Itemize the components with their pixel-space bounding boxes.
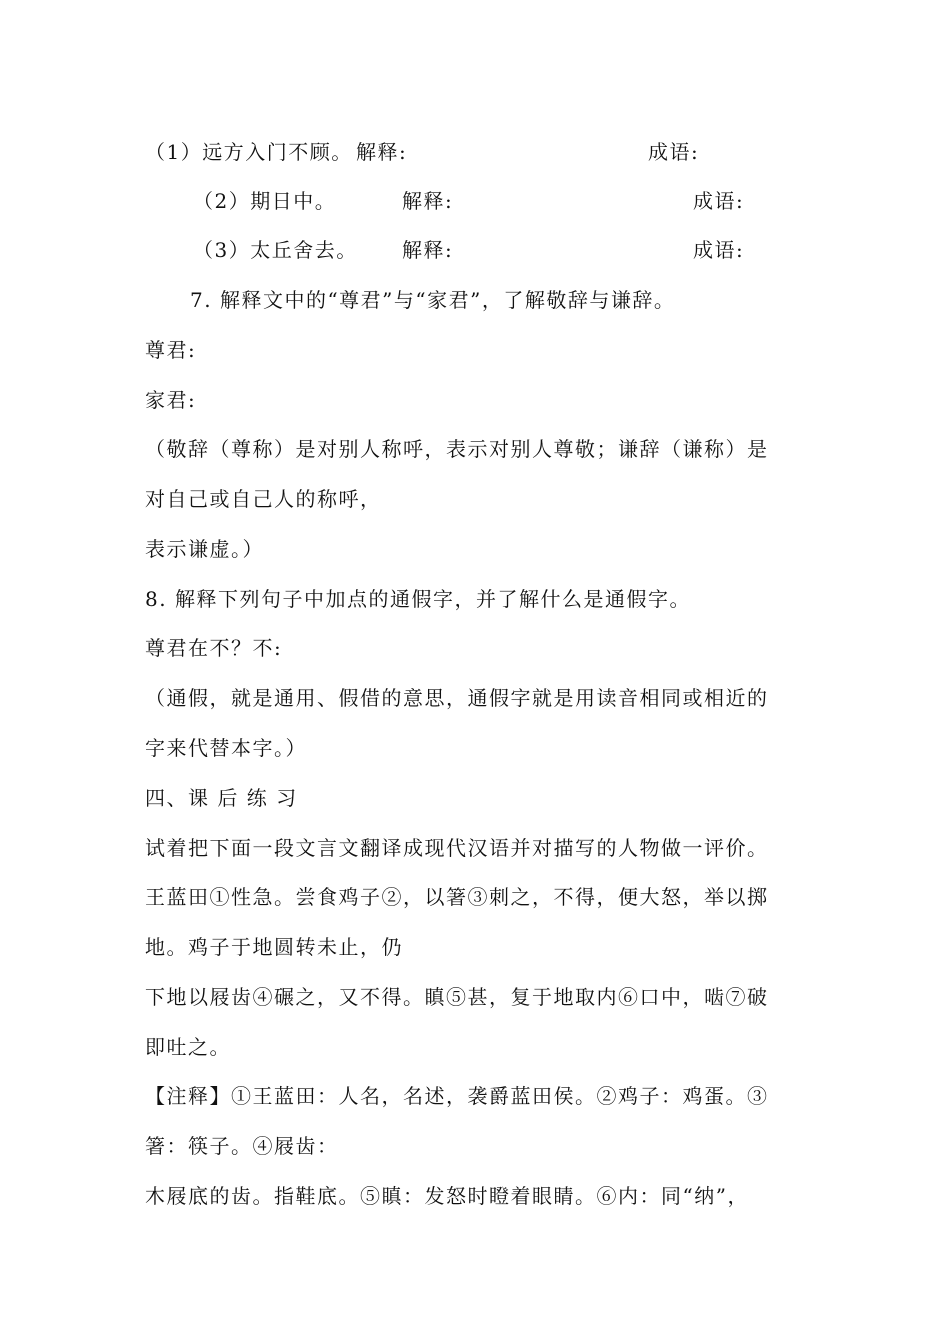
q7-zunjun-label: 尊君: <box>145 338 197 362</box>
q7-jiajun-label: 家君: <box>145 388 197 412</box>
notes-line-1: 【注释】①王蓝田：人名，名述，袭爵蓝田侯。②鸡子：鸡蛋。③ <box>145 1084 769 1108</box>
q8-prompt: 8. 解释下列句子中加点的通假字，并了解什么是通假字。 <box>145 587 691 611</box>
q8-sentence: 尊君在不？不: <box>145 636 283 660</box>
q7-note-line-2: 对自己或自己人的称呼， <box>145 487 382 511</box>
ex6-item-3-sentence: （3）太丘舍去。 <box>193 238 358 262</box>
ex6-item-2-sentence: （2）期日中。 <box>193 189 337 213</box>
ex6-item-3-explain-label: 解释: <box>402 238 454 262</box>
passage-line-1: 王蓝田①性急。尝食鸡子②，以箸③刺之，不得，便大怒，举以掷 <box>145 885 769 909</box>
q7-note-line-3: 表示谦虚。） <box>145 537 264 561</box>
q7-prompt: 7. 解释文中的“尊君”与“家君”，了解敬辞与谦辞。 <box>190 288 676 312</box>
ex6-item-3-idiom-label: 成语: <box>693 238 745 262</box>
ex6-item-1-sentence: （1）远方入门不顾。 <box>145 140 353 164</box>
ex6-item-1-idiom-label: 成语: <box>648 140 700 164</box>
notes-line-3: 木屐底的齿。指鞋底。⑤瞋：发怒时瞪着眼睛。⑥内：同“纳”， <box>145 1184 749 1208</box>
passage-line-2: 地。鸡子于地圆转未止，仍 <box>145 935 403 959</box>
ex6-item-1-explain-label: 解释: <box>356 140 408 164</box>
q8-note-line-2: 字来代替本字。） <box>145 736 307 760</box>
notes-line-2: 箸：筷子。④屐齿： <box>145 1134 339 1158</box>
ex6-item-2-explain-label: 解释: <box>402 189 454 213</box>
section4-instruction: 试着把下面一段文言文翻译成现代汉语并对描写的人物做一评价。 <box>145 836 769 860</box>
passage-line-3: 下地以屐齿④碾之，又不得。瞋⑤甚，复于地取内⑥口中，啮⑦破 <box>145 985 769 1009</box>
passage-line-4: 即吐之。 <box>145 1035 231 1059</box>
section4-heading: 四、课 后 练 习 <box>145 786 298 810</box>
q7-note-line-1: （敬辞（尊称）是对别人称呼，表示对别人尊敬；谦辞（谦称）是 <box>145 437 769 461</box>
ex6-item-2-idiom-label: 成语: <box>693 189 745 213</box>
q8-note-line-1: （通假，就是通用、假借的意思，通假字就是用读音相同或相近的 <box>145 686 769 710</box>
